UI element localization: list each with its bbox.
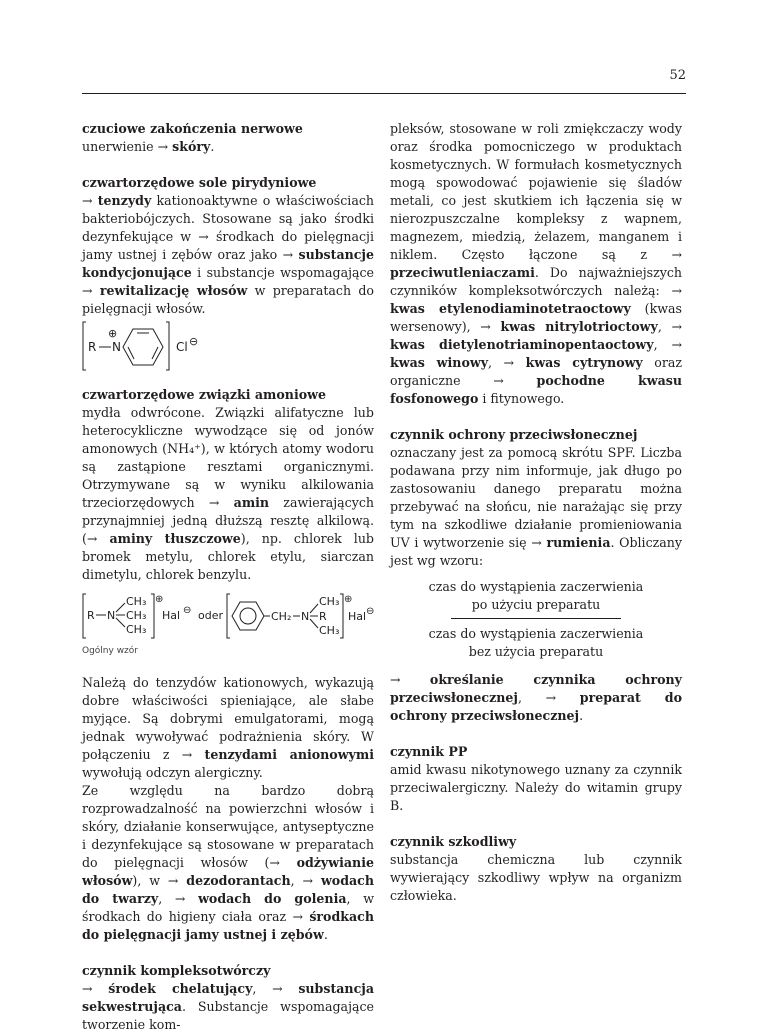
ch3-top: CH₃ [319, 595, 340, 608]
cross-reference: dezodorantach [186, 873, 291, 888]
ch2-label: CH₂ [271, 610, 292, 623]
cross-reference: substancja sekwestrująca [82, 981, 374, 1014]
arrow-icon: → [493, 373, 504, 388]
cross-reference: rewitalizację włosów [99, 283, 248, 298]
numerator-line-2: po użyciu preparatu [471, 597, 601, 612]
arrow-icon: → [545, 690, 557, 705]
ammonium-general-formula [82, 590, 374, 642]
arrow-icon: → [671, 283, 682, 298]
arrow-icon: → [181, 747, 193, 762]
ch3-middle: CH₃ [126, 609, 147, 622]
minus-charge-icon: ⊖ [183, 605, 192, 616]
arrow-icon: → [531, 535, 542, 550]
oder-label: oder [198, 609, 224, 622]
cross-reference: substancje kondycjonujące [82, 247, 374, 280]
halide-label: Hal [348, 610, 367, 623]
cross-reference: kwas winowy [390, 355, 489, 370]
entry-kompleksotworczy-continued: pleksów, stosowane w roli zmiękczaczy wody oraz środka pomocniczego w produktach kosmetycznych. W formułach kosmetycznych mogą spowodować pojawienie się śladów metali, co jest skutkiem ich łączenia się w nierozpuszczalne kompleksy z wapnem, magnezem, miedzią, żelazem, manganem i niklem. Często łączone są z → przeciwutleniaczami. Do najważniejszych czynników kompleksotwórczych należą: → kwas etylenodiaminotetraoctowy (kwas wersenowy), → kwas nitrylotrioctowy, → kwas dietylenotriaminopentaoctowy, → kwas winowy, → kwas cytrynowy oraz organiczne → pochodne kwasu fosfonowego i fitynowego. [390, 121, 682, 406]
denominator-line-2: bez użycia preparatu [468, 644, 604, 659]
plus-charge-icon: ⊕ [155, 594, 164, 605]
arrow-icon: → [671, 319, 682, 334]
cross-reference: środkach do pielęgnacji jamy ustnej i zębów [82, 229, 374, 262]
cross-reference: kwas etylenodiaminotetraoctowy [390, 301, 631, 316]
page-number: 52 [669, 68, 686, 83]
entry-czynnik-pp: czynnik PP amid kwasu nikotynowego uznany za czynnik przeciwalergiczny. Należy do witamin grupy B. [390, 744, 682, 813]
cross-reference: tenzydami anionowymi [204, 747, 374, 762]
arrow-icon: → [86, 531, 98, 546]
fraction-bar [451, 618, 621, 619]
headword: czynnik szkodliwy [390, 834, 517, 849]
cross-reference: przeciwutleniaczami [390, 265, 535, 280]
cross-reference: środkach do pielęgnacji jamy ustnej i zębów [82, 909, 374, 942]
headword: czwartorzędowe związki amoniowe [82, 387, 326, 402]
arrow-icon: → [82, 283, 93, 298]
cross-reference: odżywianie włosów [82, 855, 374, 888]
entry-spf: czynnik ochrony przeciwsłonecznej oznaczany jest za pomocą skrótu SPF. Liczba podawana przy nim informuje, jak długo po zastosowaniu danego preparatu można przebywać na słońcu, nie narażając się przy tym na szkodliwe działanie promieniowania UV i wytworzenie się → rumienia. Obliczany jest wg wzoru: [390, 427, 682, 568]
cross-reference: wodach do golenia [198, 891, 347, 906]
ch3-top: CH₃ [126, 595, 147, 608]
headword: czynnik kompleksotwórczy [82, 963, 271, 978]
cross-reference: pochodne kwasu fosfonowego [390, 373, 682, 406]
arrow-icon: → [174, 891, 186, 906]
formula-r: R [87, 609, 95, 622]
entry-czynnik-kompleksotworczy: czynnik kompleksotwórczy → środek chelatujący, → substancja sekwestrująca. Substancje wspomagające tworzenie kom- [82, 963, 374, 1032]
left-column [82, 120, 374, 1034]
cross-reference: kwas dietylenotriaminopentaoctowy [390, 337, 654, 352]
formula-caption: Ogólny wzór [82, 646, 138, 656]
headword: czuciowe zakończenia nerwowe [82, 121, 303, 136]
numerator-line-1: czas do wystąpienia zaczerwienia [428, 579, 644, 594]
minus-charge-icon: ⊖ [366, 606, 374, 617]
arrow-icon: → [292, 909, 304, 924]
headword: czynnik ochrony przeciwsłonecznej [390, 427, 638, 442]
right-column [390, 120, 682, 905]
formula-r: R [319, 610, 327, 623]
cross-reference: środek chelatujący [108, 981, 253, 996]
denominator-line-1: czas do wystąpienia zaczerwienia [428, 626, 644, 641]
arrow-icon: → [390, 672, 401, 687]
arrow-icon: → [302, 873, 314, 888]
minus-charge-icon: ⊖ [189, 335, 199, 348]
formula-n: N [301, 610, 310, 623]
arrow-icon: → [671, 337, 682, 352]
ch3-bottom: CH₃ [126, 623, 147, 636]
ch3-bottom: CH₃ [319, 624, 340, 637]
headword: czwartorzędowe sole pirydyniowe [82, 175, 317, 190]
cross-reference: skóry [172, 139, 211, 154]
pyridinium-formula [82, 318, 232, 374]
headword: czynnik PP [390, 744, 468, 759]
entry-czuciowe: czuciowe zakończenia nerwowe unerwienie → skóry. [82, 120, 374, 156]
cross-reference: tenzydy [97, 193, 152, 208]
arrow-icon: → [503, 355, 515, 370]
spf-formula [390, 578, 682, 661]
entry-sole-pirydyniowe: czwartorzędowe sole pirydyniowe → tenzydy kationoaktywne o właściwościach bakteriobójczych. Stosowane są jako środki dezynfekujące w → środkach do pielęgnacji jamy ustnej i zębów oraz jako → substancje kondycjonujące i substancje wspomagające → rewitalizację włosów w preparatach do pielęgnacji włosów. [82, 175, 374, 316]
cross-reference: rumienia [546, 535, 611, 550]
entry-zwiazki-amoniowe-body: Należą do tenzydów kationowych, wykazują dobre właściwości spieniające, ale słabe myjące. Są dobrymi emulgatorami, mogą jednak wywoływać podrażnienia skóry. W połączeniu z → tenzydami anionowymi wywołują odczyn alergiczny. Ze względu na bardzo dobrą rozprowadzalność na powierzchni włosów i skóry, działanie konserwujące, antyseptyczne i dezynfekujące są stosowane w preparatach do pielęgnacji włosów (→ odżywianie włosów), w → dezodorantach, → wodach do twarzy, → wodach do golenia, w środkach do higieny ciała oraz → środkach do pielęgnacji jamy ustnej i zębów. [82, 675, 374, 942]
halide-label: Hal [162, 609, 181, 622]
cross-reference: aminy tłuszczowe [109, 531, 241, 546]
cross-reference: preparat do ochrony przeciwsłonecznej [390, 690, 682, 723]
arrow-icon: → [157, 139, 169, 154]
plus-charge-icon: ⊕ [344, 594, 353, 605]
header-rule [82, 93, 686, 94]
arrow-icon: → [671, 247, 682, 262]
formula-r: R [88, 340, 97, 354]
cross-reference: wodach do twarzy [82, 873, 374, 906]
arrow-icon: → [480, 319, 491, 334]
entry-spf-refs: → określanie czynnika ochrony przeciwsłonecznej, → preparat do ochrony przeciwsłonecznej. [390, 672, 682, 723]
arrow-icon: → [282, 247, 294, 262]
entry-zwiazki-amoniowe: czwartorzędowe związki amoniowe mydła odwrócone. Związki alifatyczne lub heterocykliczne wywodzące się od jonów amonowych (NH₄⁺), w których atomy wodoru są zastąpione resztami organicznymi. Otrzymywane są w wyniku alkilowania trzeciorzędowych → amin zawierających przynajmniej jedną dłuższą resztę alkilową. (→ aminy tłuszczowe), np. chlorek lub bromek metylu, chlorek etylu, siarczan dimetylu, chlorek benzylu. [82, 387, 374, 582]
cross-reference: kwas cytrynowy [525, 355, 643, 370]
arrow-icon: → [269, 855, 280, 870]
formula-n: N [112, 340, 121, 354]
arrow-icon: → [208, 495, 220, 510]
cross-reference: amin [233, 495, 270, 510]
chloride-label: Cl [176, 340, 188, 354]
entry-czynnik-szkodliwy: czynnik szkodliwy substancja chemiczna lub czynnik wywierający szkodliwy wpływ na organizm człowieka. [390, 834, 682, 903]
arrow-icon: → [198, 229, 209, 244]
arrow-icon: → [82, 981, 93, 996]
cross-reference: określanie czynnika ochrony przeciwsłonecznej [390, 672, 682, 705]
arrow-icon: → [82, 193, 93, 208]
arrow-icon: → [167, 873, 179, 888]
cross-reference: kwas nitrylotrioctowy [500, 319, 658, 334]
plus-charge-icon: ⊕ [108, 327, 118, 340]
arrow-icon: → [272, 981, 283, 996]
formula-n: N [107, 609, 116, 622]
